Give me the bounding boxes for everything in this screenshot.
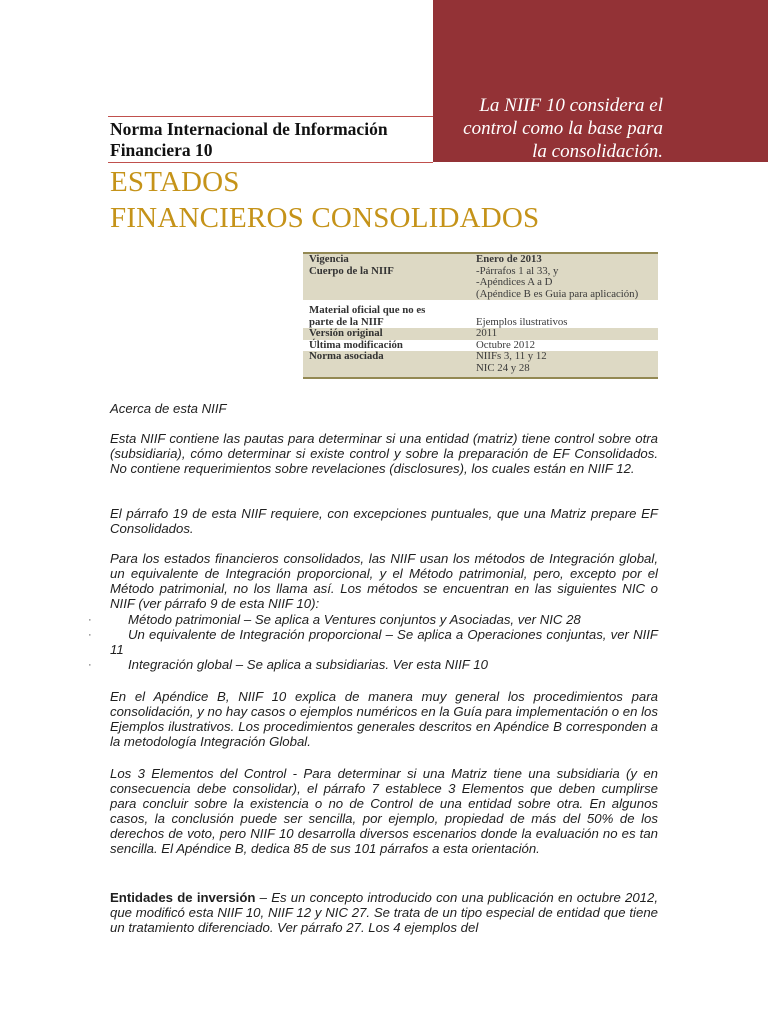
table-value-line: -Párrafos 1 al 33, y (476, 264, 559, 277)
paragraph-3 (110, 551, 658, 611)
table-value-line: NIC 24 y 28 (476, 361, 530, 374)
paragraph-text: Para los estados financieros consolidados, las NIIF usan los métodos de Integración global, un equivalente de Integración proporcional, y el Método patrimonial, pero, excepto por el Método patrimonial, no los llama así. Los métodos se encuentran en las siguientes NIC o NIIF (ver párrafo 9 de esta NIIF 10): (110, 551, 658, 611)
table-value (470, 266, 658, 301)
table-row (303, 300, 658, 328)
table-key (303, 300, 470, 328)
paragraph-text: El párrafo 19 de esta NIIF requiere, con excepciones puntuales, que una Matriz prepare EF Consolidados. (110, 506, 658, 536)
norma-line-2: Financiera 10 (110, 140, 213, 160)
paragraph-text (110, 890, 658, 935)
paragraph-rest: – Es un concepto introducido con una publicación en octubre 2012, que modificó esta NIIF 10, NIIF 12 y NIC 27. Se trata de un tipo especial de entidad que tiene un tratamiento diferenciado. Ver párrafo 27. Los 4 ejemplos del (110, 890, 658, 935)
table-key: Última modificación (309, 338, 403, 351)
norma-line-1: Norma Internacional de Información (110, 119, 388, 139)
table-value: Enero de 2013 (470, 253, 658, 266)
title-line-2: FINANCIEROS CONSOLIDADOS (110, 202, 540, 234)
table-key-line: Material oficial que no es (309, 304, 426, 316)
table-value-line: Ejemplos ilustrativos (476, 315, 568, 328)
table-row (303, 351, 658, 378)
table-value-line: (Apéndice B es Guia para aplicación) (476, 287, 639, 300)
norma-heading (110, 119, 440, 161)
table-key: Versión original (303, 328, 470, 340)
table-value (470, 300, 658, 328)
paragraph-5 (110, 766, 658, 856)
table-key: Norma asociada (303, 351, 470, 378)
table-value: Octubre 2012 (476, 338, 536, 351)
table-row (303, 266, 658, 301)
bullet-text: Método patrimonial – Se aplica a Ventures conjuntos y Asociadas, ver NIC 28 (128, 612, 581, 627)
bullet-marker: · (88, 659, 92, 671)
table-key: Cuerpo de la NIIF (303, 266, 470, 301)
table-key-line: parte de la NIIF (309, 315, 384, 328)
table-key: Vigencia (303, 253, 470, 266)
table-value-line: -Apéndices A a D (476, 276, 553, 288)
page-title (110, 164, 539, 236)
bullet-item (110, 657, 658, 672)
paragraph-text: Los 3 Elementos del Control - Para determinar si una Matriz tiene una subsidiaria (y en consecuencia debe consolidar), el párrafo 7 establece 3 Elementos que deben cumplirse para concluir sobre la existencia o no de Control de una entidad sobre otra. En algunos casos, la conclusión puede ser sencilla, por ejemplo, propiedad de más del 50% de los derechos de voto, pero NIIF 10 desarrolla diversos escenarios donde la evaluación no es tan sencilla. El Apéndice B, dedica 85 de sus 101 párrafos a esta orientación. (110, 766, 658, 856)
about-heading: Acerca de esta NIIF (110, 401, 227, 416)
paragraph-2 (110, 506, 658, 536)
table-row (303, 253, 658, 266)
banner-quote (403, 94, 663, 163)
table-value-line: NIIFs 3, 11 y 12 (476, 350, 547, 362)
bullet-item (110, 612, 658, 627)
paragraph-text: En el Apéndice B, NIIF 10 explica de manera muy general los procedimientos para consolidación, y no hay casos o ejemplos numéricos en la Guía para implementación o en los Ejemplos ilustrativos. Los procedimientos generales descritos en Apéndice B corresponden a la metodología Integración Global. (110, 689, 658, 749)
paragraph-1 (110, 431, 658, 476)
paragraph-bold-lead: Entidades de inversión (110, 890, 256, 905)
metadata-table (303, 252, 658, 379)
top-rule (108, 116, 433, 117)
table-row (303, 328, 658, 340)
paragraph-6 (110, 890, 658, 935)
banner-line-2: control como la base para (463, 118, 663, 139)
table-value: 2011 (470, 328, 658, 340)
banner-line-1: La NIIF 10 considera el (479, 95, 663, 116)
bullet-marker: · (88, 614, 92, 626)
bullet-marker: · (88, 629, 92, 641)
table-value-line (476, 305, 652, 317)
title-line-1: ESTADOS (110, 166, 240, 198)
paragraph-text: Esta NIIF contiene las pautas para determinar si una entidad (matriz) tiene control sobre otra (subsidiaria), cómo determinar si existe control y sobre la preparación de EF Consolidados. No contiene requerimientos sobre revelaciones (disclosures), los cuales están en NIIF 12. (110, 431, 658, 476)
table-value (470, 351, 658, 378)
bullet-text: Integración global – Se aplica a subsidiarias. Ver esta NIIF 10 (128, 657, 488, 672)
bullet-text: Un equivalente de Integración proporcional – Se aplica a Operaciones conjuntas, ver NIIF 11 (110, 627, 658, 657)
paragraph-4 (110, 689, 658, 749)
bottom-rule (108, 162, 433, 163)
banner-line-3: la consolidación. (532, 141, 663, 162)
bullet-item (110, 627, 658, 657)
